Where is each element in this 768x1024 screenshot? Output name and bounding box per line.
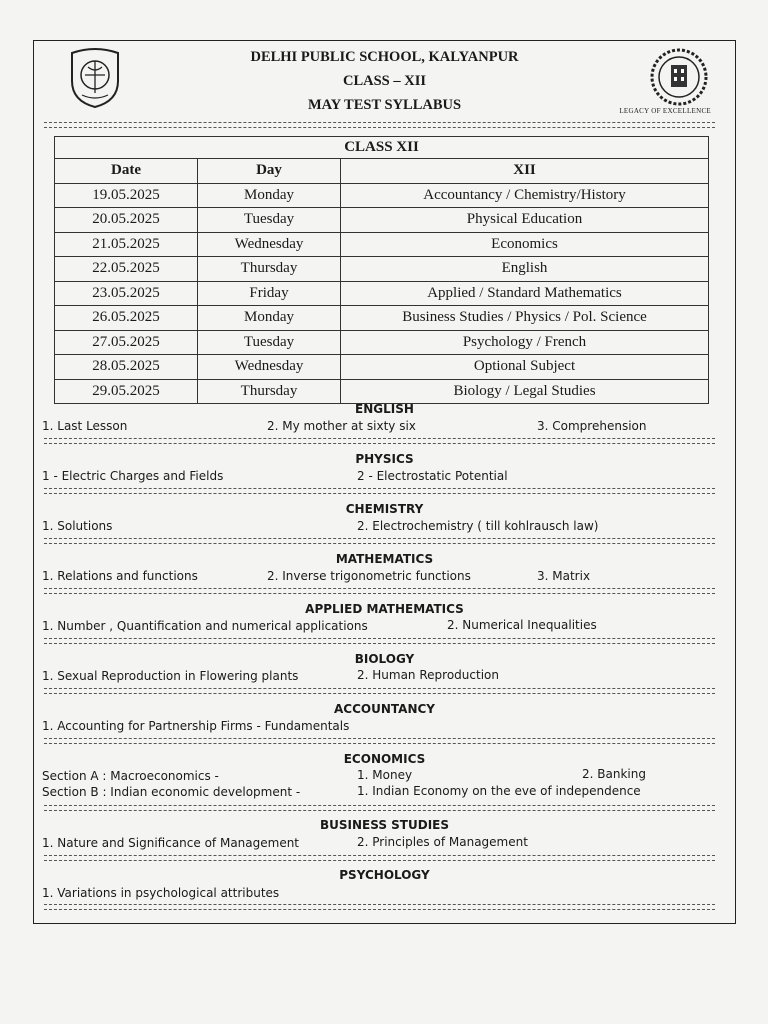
schedule-rows — [55, 183, 709, 404]
cell-day: Monday — [198, 306, 341, 331]
school-name: DELHI PUBLIC SCHOOL, KALYANPUR — [250, 49, 519, 65]
cell-date: 28.05.2025 — [55, 355, 198, 380]
english-item-1: 1. Last Lesson — [42, 419, 128, 433]
col-day: Day — [198, 159, 341, 184]
biology-item-2: 2. Human Reproduction — [357, 668, 499, 682]
biology-title: BIOLOGY — [354, 652, 415, 666]
chemistry-item-2: 2. Electrochemistry ( till kohlrausch law) — [357, 519, 599, 533]
cell-date: 29.05.2025 — [55, 379, 198, 404]
english-title: ENGLISH — [355, 402, 414, 416]
cell-subject: Psychology / French — [341, 330, 709, 355]
business-title: BUSINESS STUDIES — [320, 818, 449, 832]
economics-a-item-2: 2. Banking — [582, 767, 646, 781]
table-row — [55, 232, 709, 257]
business-item-1: 1. Nature and Significance of Management — [42, 836, 300, 850]
divider — [44, 122, 715, 128]
table-row — [55, 355, 709, 380]
table-row — [55, 379, 709, 404]
divider — [44, 688, 715, 694]
col-subject: XII — [341, 159, 709, 184]
cell-subject: Business Studies / Physics / Pol. Science — [341, 306, 709, 331]
applied-math-title: APPLIED MATHEMATICS — [305, 602, 464, 616]
cell-day: Wednesday — [198, 232, 341, 257]
psychology-title: PSYCHOLOGY — [339, 868, 430, 882]
cell-subject: Biology / Legal Studies — [341, 379, 709, 404]
cell-date: 20.05.2025 — [55, 208, 198, 233]
accountancy-item-1: 1. Accounting for Partnership Firms - Fundamentals — [42, 719, 350, 733]
cell-subject: Economics — [341, 232, 709, 257]
cell-date: 27.05.2025 — [55, 330, 198, 355]
table-row — [55, 208, 709, 233]
accountancy-title: ACCOUNTANCY — [334, 702, 435, 716]
psychology-item-1: 1. Variations in psychological attributes — [42, 886, 280, 900]
economics-section-a: Section A : Macroeconomics - — [42, 769, 219, 783]
divider — [44, 805, 715, 811]
applied-math-item-1: 1. Number , Quantification and numerical applications — [42, 619, 368, 633]
exam-schedule-table — [54, 136, 709, 404]
divider — [44, 588, 715, 594]
table-row — [55, 330, 709, 355]
tagline: LEGACY OF EXCELLENCE — [619, 107, 711, 115]
syllabus-page — [33, 40, 736, 924]
chemistry-title: CHEMISTRY — [345, 502, 424, 516]
cell-date: 22.05.2025 — [55, 257, 198, 282]
economics-title: ECONOMICS — [343, 752, 426, 766]
table-row — [55, 281, 709, 306]
cell-day: Monday — [198, 183, 341, 208]
class-heading: CLASS – XII — [343, 73, 426, 89]
table-row — [55, 257, 709, 282]
page-title: MAY TEST SYLLABUS — [307, 97, 462, 113]
english-item-2: 2. My mother at sixty six — [267, 419, 416, 433]
mathematics-item-2: 2. Inverse trigonometric functions — [267, 569, 471, 583]
cell-day: Tuesday — [198, 330, 341, 355]
cell-day: Friday — [198, 281, 341, 306]
divider — [44, 855, 715, 861]
cell-day: Tuesday — [198, 208, 341, 233]
mathematics-item-3: 3. Matrix — [537, 569, 591, 583]
chemistry-item-1: 1. Solutions — [42, 519, 113, 533]
cell-day: Thursday — [198, 379, 341, 404]
divider — [44, 638, 715, 644]
mathematics-item-1: 1. Relations and functions — [42, 569, 198, 583]
divider — [44, 438, 715, 444]
economics-a-item-1: 1. Money — [357, 768, 413, 782]
cell-subject: Applied / Standard Mathematics — [341, 281, 709, 306]
applied-math-item-2: 2. Numerical Inequalities — [447, 618, 597, 632]
cell-date: 21.05.2025 — [55, 232, 198, 257]
col-date: Date — [55, 159, 198, 184]
table-row — [55, 183, 709, 208]
business-item-2: 2. Principles of Management — [357, 835, 528, 849]
divider — [44, 488, 715, 494]
cell-day: Thursday — [198, 257, 341, 282]
economics-section-b: Section B : Indian economic development - — [42, 785, 301, 799]
physics-item-1: 1 - Electric Charges and Fields — [42, 469, 224, 483]
cell-date: 23.05.2025 — [55, 281, 198, 306]
cell-day: Wednesday — [198, 355, 341, 380]
table-row — [55, 306, 709, 331]
divider — [44, 538, 715, 544]
cell-subject: Accountancy / Chemistry/History — [341, 183, 709, 208]
physics-item-2: 2 - Electrostatic Potential — [357, 469, 508, 483]
english-item-3: 3. Comprehension — [537, 419, 647, 433]
divider — [44, 738, 715, 744]
biology-item-1: 1. Sexual Reproduction in Flowering plants — [42, 669, 299, 683]
cell-subject: Physical Education — [341, 208, 709, 233]
cell-date: 19.05.2025 — [55, 183, 198, 208]
table-caption: CLASS XII — [55, 137, 709, 159]
divider — [44, 904, 715, 910]
cell-date: 26.05.2025 — [55, 306, 198, 331]
physics-title: PHYSICS — [355, 452, 414, 466]
cell-subject: English — [341, 257, 709, 282]
mathematics-title: MATHEMATICS — [335, 552, 434, 566]
cell-subject: Optional Subject — [341, 355, 709, 380]
economics-b-item-1: 1. Indian Economy on the eve of independence — [357, 784, 641, 798]
